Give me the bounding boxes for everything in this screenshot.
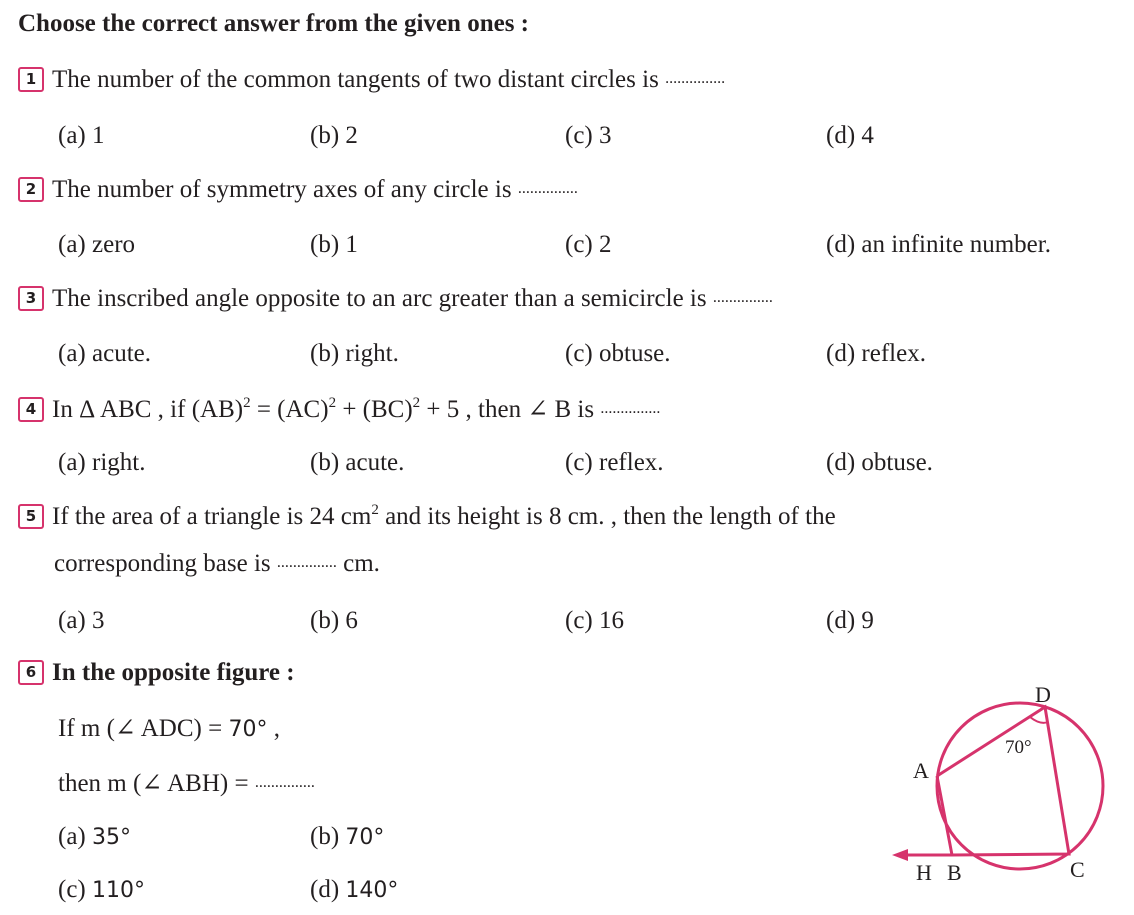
question-3 — [18, 285, 773, 313]
question-text: The inscribed angle opposite to an arc greater than a semicircle is — [52, 285, 707, 312]
option-b[interactable]: (b) right. — [310, 340, 399, 367]
option-letter: (b) — [310, 823, 346, 850]
question-1 — [18, 66, 725, 94]
question-text-part: + 5 , then ∠ B is — [420, 396, 595, 423]
exponent: 2 — [243, 395, 251, 411]
option-a[interactable]: (a) acute. — [58, 340, 151, 367]
question-text-part: + (BC) — [336, 396, 413, 423]
option-b[interactable] — [310, 823, 384, 851]
question-5 — [18, 503, 836, 531]
question-6 — [18, 659, 295, 687]
question-text: The number of the common tangents of two distant circles is — [52, 66, 659, 93]
answer-blank[interactable]: ............... — [517, 180, 578, 197]
option-d[interactable] — [310, 876, 398, 904]
question-text-part: = (AC) — [250, 396, 329, 423]
option-b[interactable]: (b) 2 — [310, 122, 358, 149]
option-c[interactable]: (c) obtuse. — [565, 340, 671, 367]
option-c[interactable]: (c) 2 — [565, 231, 612, 258]
option-b[interactable]: (b) 6 — [310, 607, 358, 634]
circle-figure — [880, 680, 1120, 900]
option-letter: (c) — [58, 876, 92, 903]
answer-blank[interactable]: ............... — [276, 554, 337, 571]
question-text-part: In Δ ABC , if (AB) — [52, 396, 244, 423]
question-text: The number of symmetry axes of any circle is — [52, 176, 512, 203]
question-number: 1 — [18, 67, 44, 92]
question-text-part: corresponding base is — [54, 550, 271, 577]
label-b: B — [947, 860, 962, 885]
question-4 — [18, 394, 660, 424]
answer-blank[interactable]: ............... — [665, 70, 726, 87]
option-value: 140° — [345, 878, 399, 903]
answer-blank[interactable]: ............... — [712, 289, 773, 306]
option-value: 35° — [92, 825, 131, 850]
option-d[interactable]: (d) 4 — [826, 122, 874, 149]
question-text-part: If m (∠ ADC) = — [58, 715, 229, 742]
option-d[interactable]: (d) an infinite number. — [826, 231, 1051, 258]
option-a[interactable]: (a) 3 — [58, 607, 105, 634]
option-b[interactable]: (b) acute. — [310, 449, 405, 476]
question-number: 6 — [18, 660, 44, 685]
option-letter: (a) — [58, 823, 92, 850]
circle — [937, 703, 1103, 869]
label-h: H — [916, 860, 932, 885]
label-a: A — [913, 758, 929, 783]
question-6-condition — [58, 713, 280, 743]
label-d: D — [1035, 682, 1051, 707]
question-text-part: then m (∠ ABH) = — [58, 770, 249, 797]
question-number: 5 — [18, 504, 44, 529]
question-text-part: and its height is 8 cm. , then the length of the — [378, 503, 836, 530]
option-a[interactable]: (a) right. — [58, 449, 146, 476]
exponent: 2 — [371, 502, 379, 518]
option-c[interactable]: (c) 3 — [565, 122, 612, 149]
question-number: 4 — [18, 397, 44, 422]
question-number: 3 — [18, 286, 44, 311]
option-value: 70° — [345, 825, 385, 850]
option-a[interactable]: (a) zero — [58, 231, 136, 258]
option-c[interactable] — [58, 876, 145, 904]
angle-value: 70° — [228, 717, 268, 742]
option-b[interactable]: (b) 1 — [310, 231, 358, 258]
inscribed-quadrilateral — [937, 707, 1069, 855]
question-2 — [18, 176, 578, 204]
page-title: Choose the correct answer from the given ones : — [18, 10, 530, 37]
option-d[interactable]: (d) 9 — [826, 607, 874, 634]
option-a[interactable]: (a) 1 — [58, 122, 105, 149]
exponent: 2 — [328, 395, 337, 411]
option-d[interactable]: (d) obtuse. — [826, 449, 933, 476]
option-c[interactable]: (c) 16 — [565, 607, 624, 634]
question-text-part: , — [267, 715, 280, 742]
question-number: 2 — [18, 177, 44, 202]
question-6-prompt — [58, 768, 315, 798]
question-heading: In the opposite figure : — [52, 659, 295, 686]
question-text-part: If the area of a triangle is 24 cm — [52, 503, 372, 530]
exponent: 2 — [412, 395, 421, 411]
question-5-line-2 — [54, 550, 380, 578]
unit-label: cm. — [343, 550, 380, 577]
angle-label: 70° — [1005, 737, 1032, 758]
arrow-head-icon — [892, 849, 908, 861]
option-d[interactable]: (d) reflex. — [826, 340, 926, 367]
answer-blank[interactable]: ............... — [600, 400, 661, 417]
option-letter: (d) — [310, 876, 346, 903]
answer-blank[interactable]: ............... — [254, 774, 315, 791]
option-c[interactable]: (c) reflex. — [565, 449, 664, 476]
option-value: 110° — [92, 878, 145, 903]
option-a[interactable] — [58, 823, 131, 851]
label-c: C — [1070, 857, 1085, 882]
